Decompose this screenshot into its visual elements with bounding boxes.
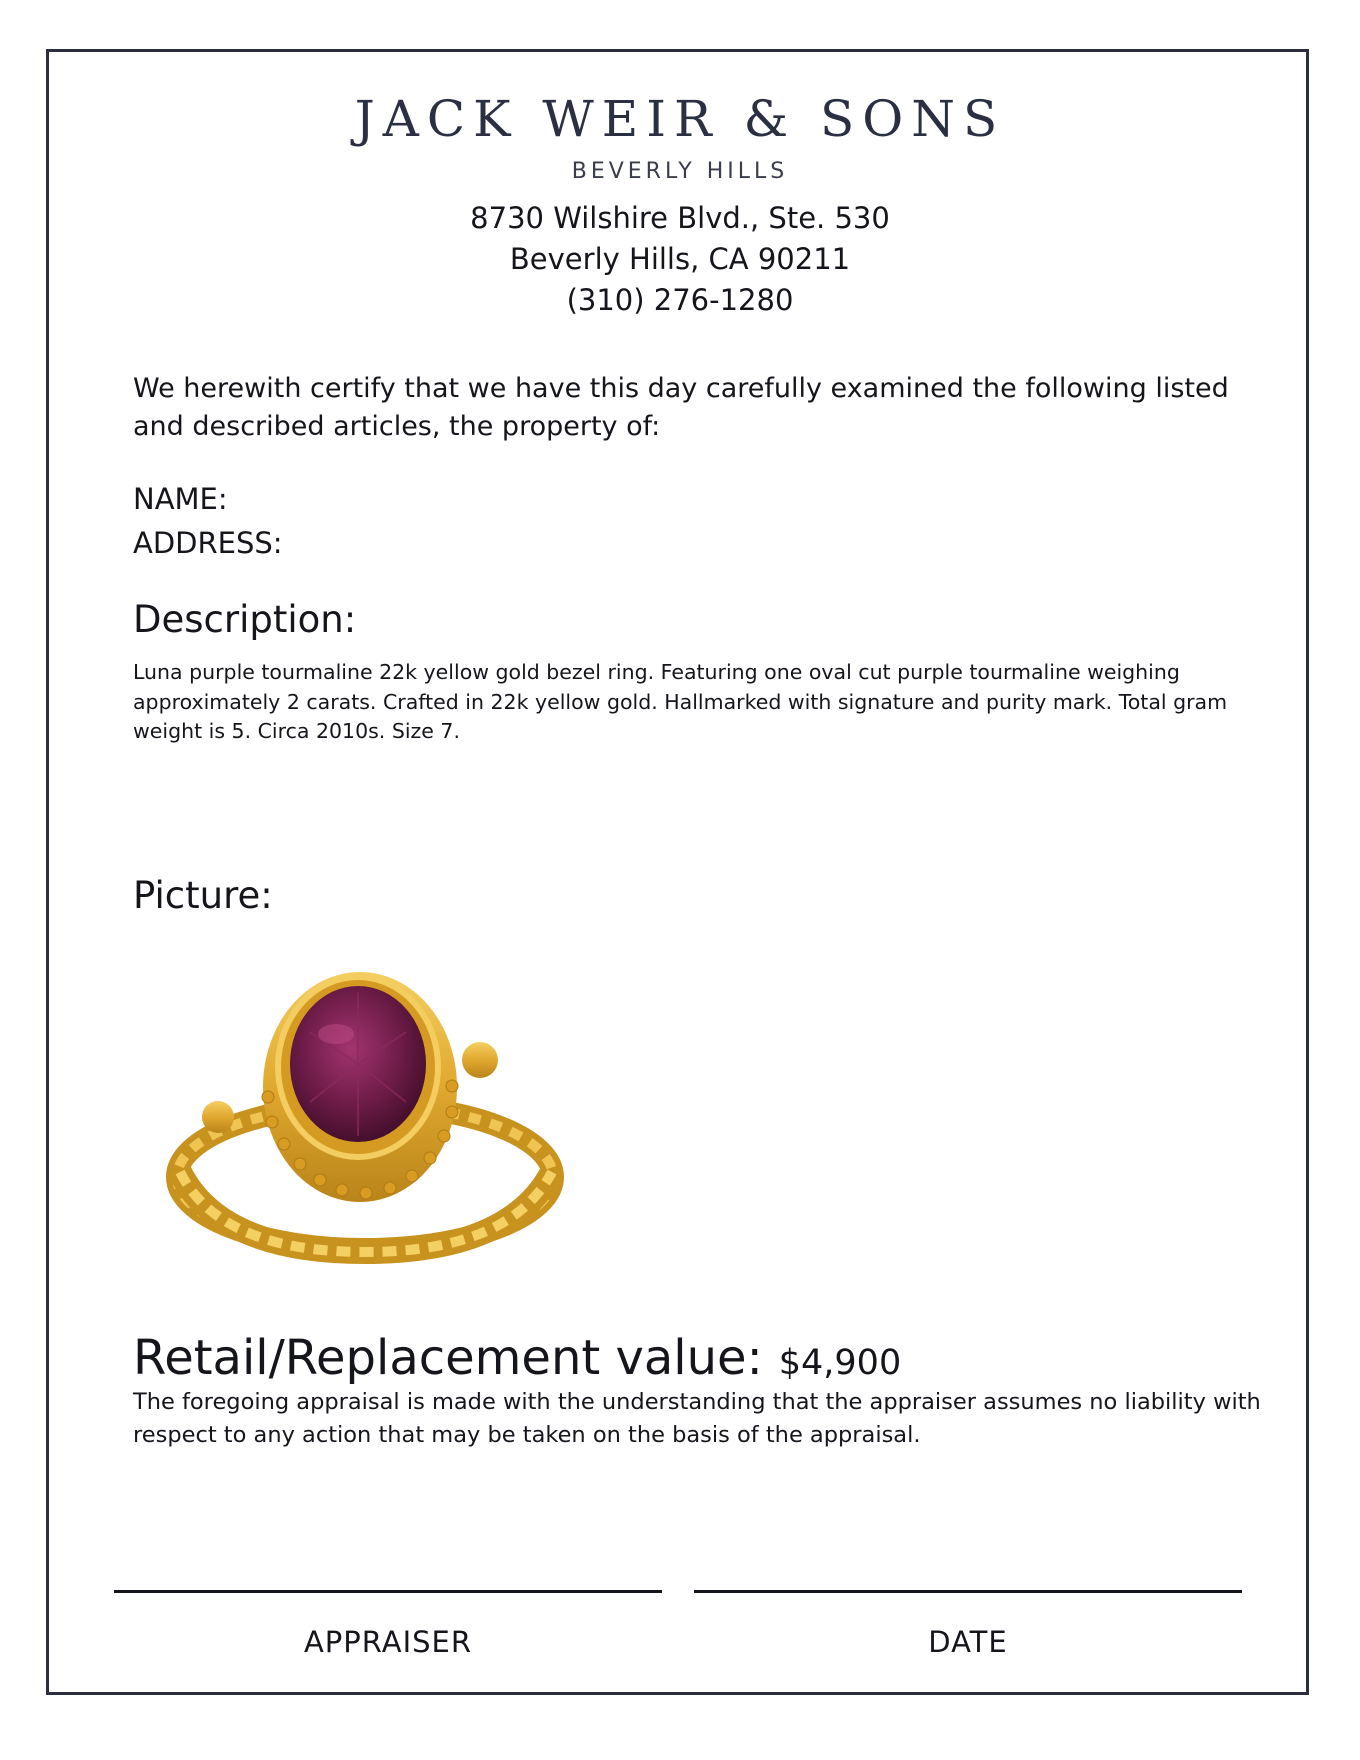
- phone-number: (310) 276-1280: [566, 283, 794, 317]
- valuation-amount: $4,900: [778, 1343, 902, 1383]
- date-label: DATE: [928, 1625, 1008, 1659]
- appraiser-signature-line: [114, 1590, 662, 1593]
- description-heading: Description:: [133, 598, 357, 641]
- ring-photo: [160, 952, 580, 1282]
- picture-heading: Picture:: [133, 874, 273, 917]
- certification-statement: We herewith certify that we have this day carefully examined the following listed and described articles, the property of:: [133, 373, 1229, 442]
- address-line-1: 8730 Wilshire Blvd., Ste. 530: [470, 201, 890, 235]
- date-signature-line: [694, 1590, 1242, 1593]
- description-text: Luna purple tourmaline 22k yellow gold bezel ring. Featuring one oval cut purple tourmaline weighing approximately 2 carats. Crafted in 22k yellow gold. Hallmarked with signature and purity mark. Total gram weight is 5. Circa 2010s. Size 7.: [133, 660, 1228, 743]
- valuation-row: [133, 1328, 1263, 1393]
- disclaimer-text: The foregoing appraisal is made with the understanding that the appraiser assumes no liability with respect to any action that may be taken on the basis of the appraisal.: [133, 1389, 1261, 1448]
- brand-name: JACK WEIR & SONS: [354, 90, 1006, 148]
- owner-address-field: ADDRESS:: [133, 526, 283, 560]
- brand-location: BEVERLY HILLS: [571, 159, 789, 184]
- valuation-label: Retail/Replacement value:: [133, 1330, 763, 1386]
- owner-name-field: NAME:: [133, 482, 228, 516]
- appraiser-label: APPRAISER: [303, 1625, 473, 1659]
- address-line-2: Beverly Hills, CA 90211: [509, 242, 851, 276]
